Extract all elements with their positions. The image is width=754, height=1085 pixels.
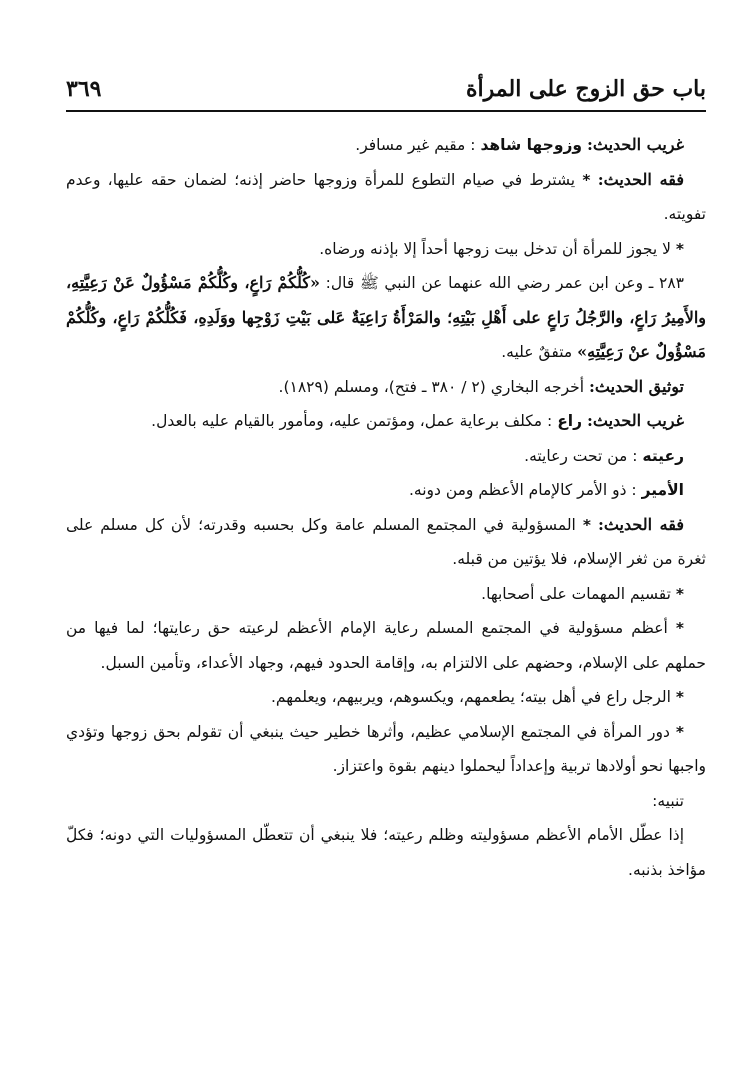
defined-term: رعيته — [642, 446, 684, 465]
definition-text: : مكلف برعاية عمل، ومؤتمن عليه، ومأمور بالقيام عليه بالعدل. — [151, 412, 553, 430]
paragraph-text: إذا عطّل الأمام الأعظم مسؤوليته وظلم رعيته؛ فلا ينبغي أن تتعطّل المسؤوليات التي دونه؛ فكلّ مؤاخذ بذنبه. — [66, 826, 706, 879]
hadith-intro: ٢٨٣ ـ وعن ابن عمر رضي الله عنهما عن النبي ﷺ قال: — [325, 274, 684, 292]
bullet-star: * — [675, 239, 684, 258]
paragraph-hadith — [66, 266, 706, 370]
paragraph-note — [66, 818, 706, 887]
paragraph-point — [66, 680, 706, 715]
bullet-star: * — [582, 515, 591, 534]
paragraph-point — [66, 577, 706, 612]
section-label: فقه الحديث: — [597, 169, 685, 189]
paragraph-text: لا يجوز للمرأة أن تدخل بيت زوجها أحداً إلا بإذنه ورضاه. — [319, 239, 671, 258]
book-page — [66, 70, 706, 1060]
defined-term: وزوجها شاهد — [480, 136, 583, 154]
paragraph-text: أعظم مسؤولية في المجتمع المسلم رعاية الإمام الأعظم لرعيته حق رعايتها؛ لما فيها من حملهم على الإسلام، وحضهم على الالتزام به، وإقامة الحدود فيهم، وجهاد الأعداء، وتأمين السبل. — [66, 619, 706, 672]
page-body — [66, 128, 706, 887]
section-label: غريب الحديث: — [586, 135, 684, 154]
page-header — [66, 70, 706, 112]
note-heading-text: تنبيه: — [652, 791, 684, 810]
hadith-grade: متفقٌ عليه. — [501, 343, 573, 361]
paragraph-point — [66, 715, 706, 784]
defined-term: راع — [557, 412, 583, 430]
paragraph-definition — [66, 473, 706, 508]
defined-term: الأمير — [641, 481, 684, 499]
page-number: ٣٦٩ — [66, 76, 102, 102]
paragraph-text: المسؤولية في المجتمع المسلم عامة وكل بحسبه وقدرته؛ لأن كل مسلم على ثغرة من ثغر الإسلام، فلا يؤتين من قبله. — [66, 515, 706, 568]
bullet-star: * — [675, 584, 684, 603]
note-heading — [66, 784, 706, 819]
paragraph-gharib-1 — [66, 128, 706, 163]
hadith-text: «كُلُّكُمْ رَاعٍ، وكُلُّكُمْ مَسْؤُولٌ عَنْ رَعِيَّتِهِ، والأَمِيرُ رَاعٍ، والرَّجُلُ رَاعٍ على أَهْلِ بَيْتِهِ؛ والمَرْأَةُ رَاعِيَةٌ عَلى بَيْتِ زَوْجِها ووَلَدِهِ، فَكُلُّكُمْ رَاعٍ، وكُلُّكُمْ مَسْؤُولٌ عنْ رَعِيَّتِهِ» — [66, 273, 706, 361]
paragraph-fiqh-2 — [66, 508, 706, 577]
paragraph-gharib-2 — [66, 404, 706, 439]
paragraph-text: يشترط في صيام التطوع للمرأة وزوجها حاضر إذنه؛ لضمان حقه عليها، وعدم تفويته. — [66, 170, 706, 223]
bullet-star: * — [675, 722, 684, 741]
paragraph-definition — [66, 439, 706, 474]
chapter-title: باب حق الزوج على المرأة — [466, 76, 706, 102]
bullet-star: * — [675, 688, 684, 706]
bullet-star: * — [675, 619, 684, 637]
section-label: فقه الحديث: — [597, 514, 684, 534]
paragraph-point — [66, 232, 706, 267]
section-label: غريب الحديث: — [586, 411, 684, 430]
bullet-star: * — [582, 170, 591, 189]
definition-text: : مقيم غير مسافر. — [355, 136, 476, 154]
paragraph-text: دور المرأة في المجتمع الإسلامي عظيم، وأثرها خطير حيث ينبغي أن تقولم بحق زوجها وتؤدي واجبها نحو أولادها تربية وإعداداً ليحملوا دينهم بقوة واعتزاز. — [66, 722, 706, 775]
paragraph-tawthiq — [66, 370, 706, 405]
paragraph-text: تقسيم المهمات على أصحابها. — [481, 584, 671, 603]
definition-text: : ذو الأمر كالإمام الأعظم ومن دونه. — [408, 481, 637, 499]
paragraph-text: أخرجه البخاري (٢ / ٣٨٠ ـ فتح)، ومسلم (١٨٢٩). — [278, 377, 585, 396]
paragraph-fiqh-1 — [66, 163, 706, 232]
section-label: توثيق الحديث: — [588, 376, 684, 396]
paragraph-point — [66, 611, 706, 680]
paragraph-text: الرجل راع في أهل بيته؛ يطعمهم، ويكسوهم، ويربيهم، ويعلمهم. — [270, 688, 671, 706]
definition-text: : من تحت رعايته. — [524, 446, 638, 465]
